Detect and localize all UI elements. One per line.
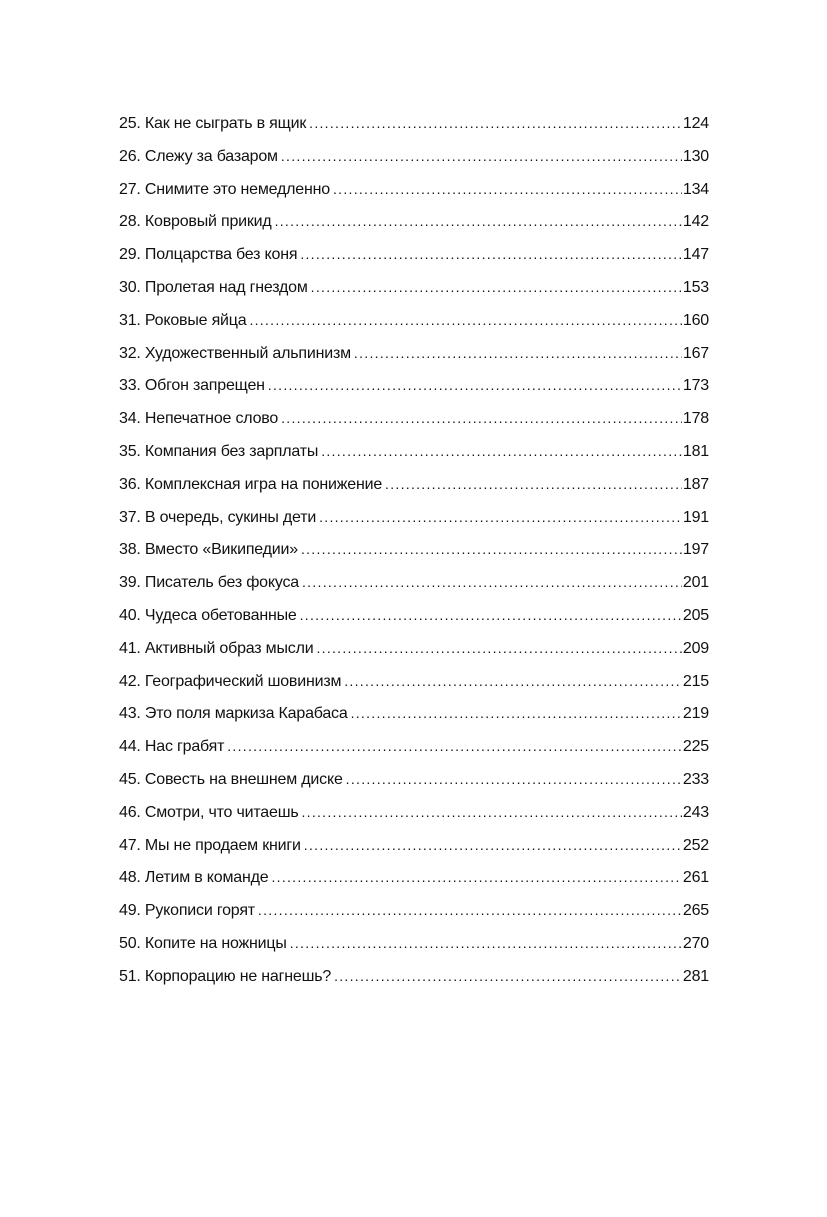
toc-entry-title: 30. Пролетая над гнездом [119,278,308,296]
toc-entry-page: 134 [682,180,709,198]
toc-dot-leader [301,541,682,557]
toc-dot-leader [319,509,682,525]
toc-entry [119,804,709,837]
toc-entry [119,935,709,968]
toc-entry-title: 31. Роковые яйца [119,311,247,329]
toc-entry-page: 142 [682,213,709,231]
toc-entry-page: 205 [682,606,709,624]
toc-dot-leader [334,968,682,984]
toc-entry-title: 50. Копите на ножницы [119,934,287,952]
toc-entry-title: 33. Обгон запрещен [119,377,265,395]
toc-entry [119,705,709,738]
toc-entry-title: 36. Комплексная игра на понижение [119,475,383,493]
toc-entry [119,902,709,935]
toc-entry [119,968,709,1001]
toc-entry [119,607,709,640]
toc-entry-title: 34. Непечатное слово [119,410,279,428]
toc-dot-leader [316,640,681,656]
toc-entry [119,377,709,410]
toc-entry-page: 209 [682,639,709,657]
toc-dot-leader [311,279,682,295]
toc-entry [119,115,709,148]
toc-entry [119,345,709,378]
toc-dot-leader [309,115,682,131]
toc-entry [119,541,709,574]
toc-dot-leader [302,574,682,590]
toc-dot-leader [227,738,682,754]
toc-entry-title: 26. Слежу за базаром [119,147,278,165]
toc-entry [119,312,709,345]
toc-entry-page: 219 [682,705,709,723]
toc-dot-leader [300,246,682,262]
toc-dot-leader [258,902,682,918]
toc-entry-page: 167 [682,344,709,362]
toc-dot-leader [344,673,682,689]
toc-entry-page: 181 [682,442,709,460]
toc-entry-page: 124 [682,115,709,132]
toc-entry-title: 35. Компания без зарплаты [119,442,319,460]
toc-entry-page: 147 [682,246,709,264]
toc-entry-title: 39. Писатель без фокуса [119,574,299,592]
toc-entry-page: 281 [682,967,709,985]
toc-entry-page: 187 [682,475,709,493]
toc-entry [119,738,709,771]
toc-entry-title: 25. Как не сыграть в ящик [119,115,307,132]
toc-entry-title: 29. Полцарства без коня [119,246,298,264]
toc-entry [119,410,709,443]
toc-entry-title: 38. Вместо «Википедии» [119,541,298,559]
toc-entry-page: 160 [682,311,709,329]
toc-dot-leader [271,869,681,885]
toc-entry [119,443,709,476]
toc-dot-leader [249,312,681,328]
toc-entry-title: 28. Ковровый прикид [119,213,272,231]
toc-dot-leader [300,607,682,623]
toc-entry-page: 225 [682,738,709,756]
toc-entry [119,509,709,542]
toc-entry-page: 265 [682,902,709,920]
toc-entry-title: 43. Это поля маркиза Карабаса [119,705,348,723]
toc-dot-leader [321,443,682,459]
toc-entry-title: 47. Мы не продаем книги [119,836,301,854]
toc-entry [119,148,709,181]
toc-entry-page: 201 [682,574,709,592]
toc-entry [119,837,709,870]
toc-entry [119,640,709,673]
table-of-contents [119,115,709,1001]
toc-dot-leader [354,345,682,361]
toc-entry-page: 270 [682,934,709,952]
toc-entry [119,476,709,509]
toc-dot-leader [333,181,682,197]
toc-entry-title: 44. Нас грабят [119,738,225,756]
toc-entry-title: 27. Снимите это немедленно [119,180,330,198]
toc-entry-page: 130 [682,147,709,165]
toc-entry-page: 153 [682,278,709,296]
toc-dot-leader [275,213,682,229]
toc-dot-leader [281,410,682,426]
toc-entry [119,574,709,607]
toc-entry-title: 40. Чудеса обетованные [119,606,297,624]
toc-entry-title: 51. Корпорацию не нагнешь? [119,967,332,985]
toc-entry-title: 45. Совесть на внешнем диске [119,770,343,788]
toc-dot-leader [351,705,682,721]
toc-dot-leader [385,476,682,492]
toc-entry-title: 32. Художественный альпинизм [119,344,351,362]
toc-entry-page: 252 [682,836,709,854]
toc-entry [119,869,709,902]
toc-dot-leader [301,804,681,820]
toc-entry-page: 178 [682,410,709,428]
toc-entry-page: 261 [682,869,709,887]
toc-entry-page: 233 [682,770,709,788]
toc-entry-title: 49. Рукописи горят [119,902,255,920]
toc-entry [119,181,709,214]
toc-entry-title: 37. В очередь, сукины дети [119,508,317,526]
toc-entry [119,771,709,804]
toc-entry [119,279,709,312]
toc-entry-title: 41. Активный образ мысли [119,639,314,657]
toc-entry [119,213,709,246]
toc-entry-page: 173 [682,377,709,395]
toc-entry-page: 191 [682,508,709,526]
toc-dot-leader [268,377,682,393]
toc-dot-leader [281,148,682,164]
toc-dot-leader [290,935,682,951]
toc-entry-title: 48. Летим в команде [119,869,269,887]
toc-entry-page: 215 [682,672,709,690]
toc-entry [119,246,709,279]
toc-entry [119,673,709,706]
toc-entry-page: 243 [682,803,709,821]
toc-entry-title: 42. Географический шовинизм [119,672,342,690]
toc-entry-page: 197 [682,541,709,559]
toc-dot-leader [346,771,682,787]
toc-entry-title: 46. Смотри, что читаешь [119,803,299,821]
toc-dot-leader [304,837,682,853]
